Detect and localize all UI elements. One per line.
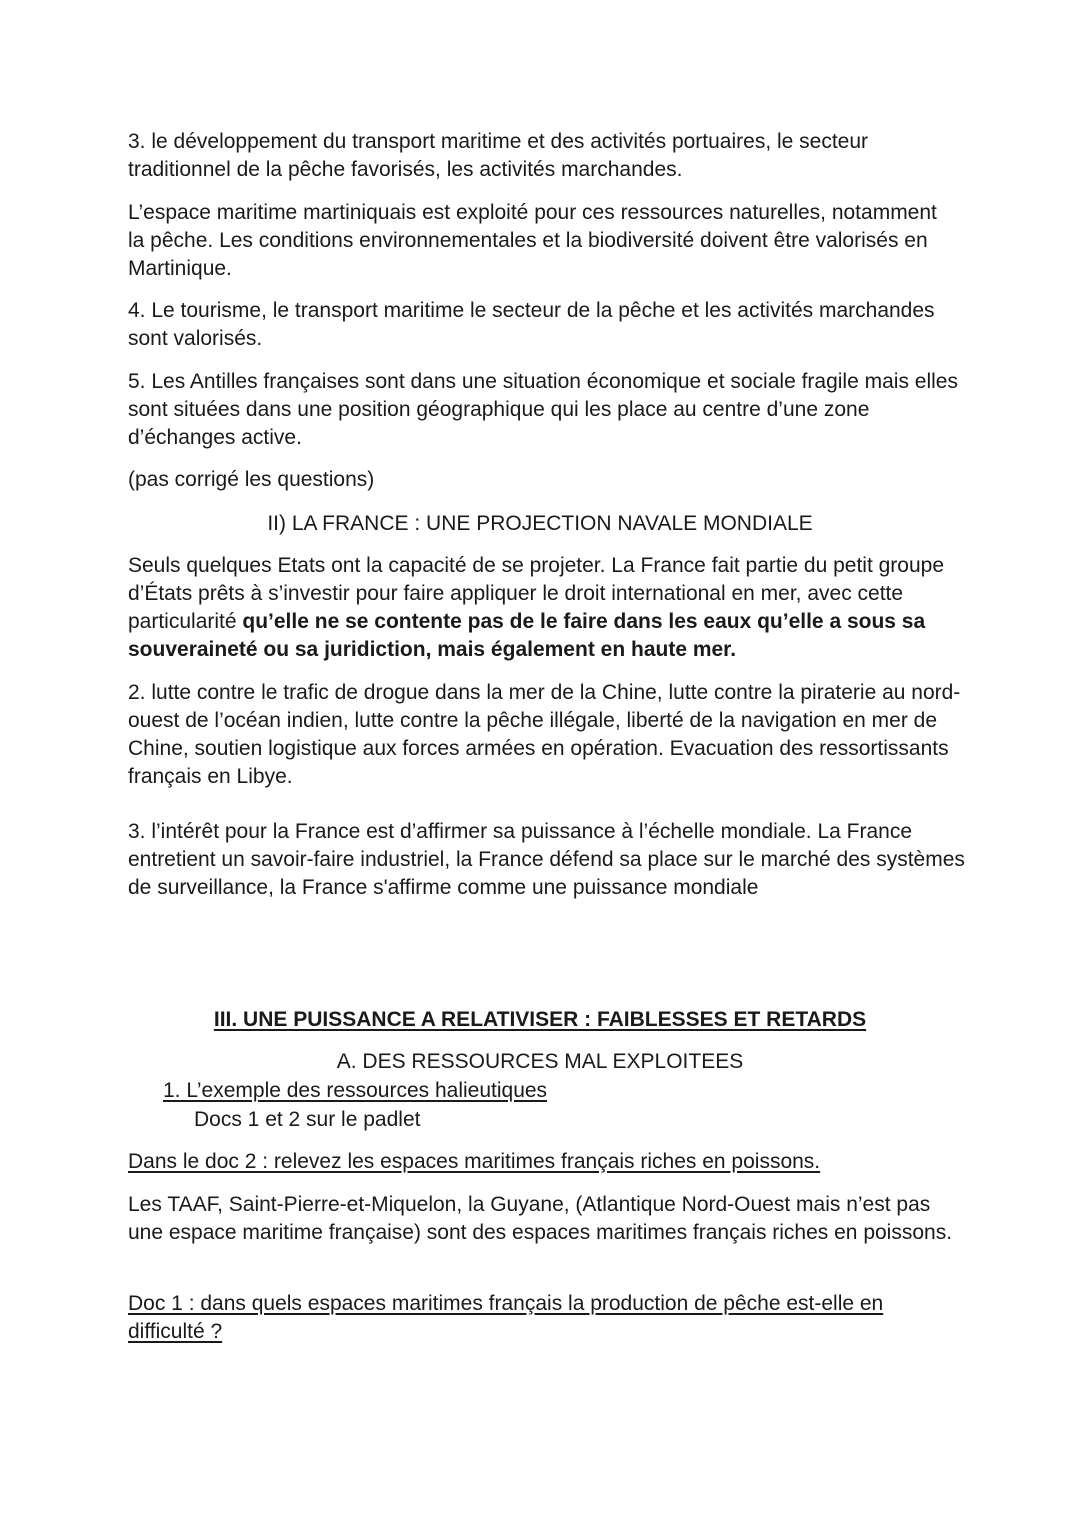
subsection-a-heading: A. DES RESSOURCES MAL EXPLOITEES <box>336 1050 744 1073</box>
answer-4-paragraph: 4. Le tourisme, le transport maritime le secteur de la pêche et les activités marchandes sont valorisés. <box>128 299 935 350</box>
projection-paragraph <box>128 552 958 664</box>
docs-reference: Docs 1 et 2 sur le padlet <box>194 1108 421 1131</box>
answer-2-paragraph: 2. lutte contre le trafic de drogue dans la mer de la Chine, lutte contre la piraterie au nord-ouest de l’océan indien, lutte contre la pêche illégale, liberté de la navigation en mer de Chine, soutien logistique aux forces armées en opération. Evacuation des ressortissants français en Libye. <box>128 681 961 788</box>
answer-3b-paragraph: 3. l’intérêt pour la France est d’affirmer sa puissance à l’échelle mondiale. La France entretient un savoir-faire industriel, la France défend sa place sur le marché des systèmes de surveillance, la France s'affirme comme une puissance mondiale <box>128 820 965 899</box>
answer-3-paragraph: 3. le développement du transport maritime et des activités portuaires, le secteur traditionnel de la pêche favorisés, les activités marchandes. <box>128 130 869 181</box>
section-2-heading: II) LA FRANCE : UNE PROJECTION NAVALE MONDIALE <box>267 512 813 535</box>
item-1-heading: 1. L’exemple des ressources halieutiques <box>163 1079 548 1102</box>
answer-doc-2: Les TAAF, Saint-Pierre-et-Miquelon, la Guyane, (Atlantique Nord-Ouest mais n’est pas une espace maritime française) sont des espaces maritimes français riches en poissons. <box>128 1193 953 1244</box>
answer-5-paragraph: 5. Les Antilles françaises sont dans une situation économique et sociale fragile mais elles sont situées dans une position géographique qui les place au centre d’une zone d’échanges active. <box>128 370 958 449</box>
correction-note: (pas corrigé les questions) <box>128 468 375 491</box>
question-doc-1: Doc 1 : dans quels espaces maritimes français la production de pêche est-elle en difficulté ? <box>128 1292 884 1343</box>
martinique-paragraph: L’espace maritime martiniquais est exploité pour ces ressources naturelles, notamment la pêche. Les conditions environnementales et la biodiversité doivent être valorisés en Martinique. <box>128 201 937 280</box>
projection-text: Seuls quelques Etats ont la capacité de se projeter. La France fait partie du petit groupe d’États prêts à s’investir pour faire appliquer le droit international en mer, avec cette particularité <box>128 554 945 633</box>
projection-bold-text: qu’elle ne se contente pas de le faire dans les eaux qu’elle a sous sa souveraineté ou sa juridiction, mais également en haute mer. <box>128 610 926 661</box>
question-doc-2: Dans le doc 2 : relevez les espaces maritimes français riches en poissons. <box>128 1150 821 1173</box>
section-3-heading: III. UNE PUISSANCE A RELATIVISER : FAIBLESSES ET RETARDS <box>213 1008 867 1031</box>
